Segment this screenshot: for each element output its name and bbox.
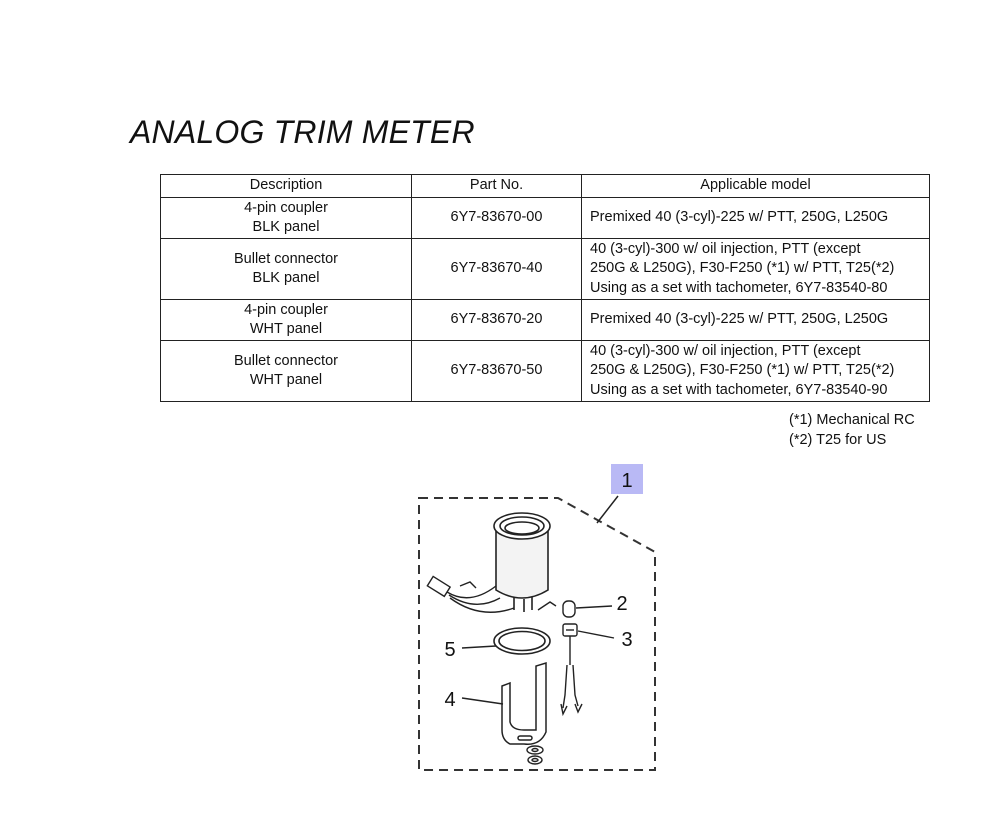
cell-applicable-model	[582, 341, 930, 402]
model-line: 250G & L250G), F30-F250 (*1) w/ PTT, T25(*2)	[590, 260, 895, 277]
model-line: Using as a set with tachometer, 6Y7-83540-80	[590, 279, 888, 296]
cell-part-no: 6Y7-83670-50	[412, 341, 582, 402]
bracket-icon	[502, 663, 546, 744]
description-line: WHT panel	[249, 372, 323, 388]
page-title: ANALOG TRIM METER	[130, 114, 475, 150]
leader-line	[578, 631, 614, 638]
description-line: 4-pin coupler	[244, 199, 328, 216]
model-line: Premixed 40 (3-cyl)-225 w/ PTT, 250G, L250G	[590, 209, 889, 226]
leader-line	[462, 646, 496, 648]
cell-applicable-model	[582, 239, 930, 300]
cell-part-no: 6Y7-83670-20	[412, 300, 582, 341]
footnote: (*2) T25 for US	[789, 432, 887, 448]
description-line: WHT panel	[249, 321, 323, 337]
description-line: BLK panel	[252, 219, 320, 235]
table-row	[161, 198, 930, 239]
callout-2: 2	[616, 593, 628, 615]
cell-applicable-model	[582, 300, 930, 341]
header-part-no: Part No.	[412, 175, 582, 198]
callout-1: 1	[621, 470, 633, 492]
exploded-parts-diagram	[400, 460, 680, 780]
cell-part-no: 6Y7-83670-40	[412, 239, 582, 300]
nut-icon	[527, 746, 543, 764]
header-description: Description	[161, 175, 412, 198]
gauge-icon	[494, 513, 550, 612]
header-applicable-model: Applicable model	[582, 175, 930, 198]
model-line: Premixed 40 (3-cyl)-225 w/ PTT, 250G, L250G	[590, 311, 889, 328]
callout-4: 4	[444, 689, 456, 711]
cell-part-no: 6Y7-83670-00	[412, 198, 582, 239]
cell-description	[161, 341, 412, 402]
model-line: 250G & L250G), F30-F250 (*1) w/ PTT, T25(*2)	[590, 362, 895, 379]
leader-line	[597, 496, 618, 523]
callout-5: 5	[444, 639, 456, 661]
terminal-icon	[538, 602, 556, 610]
description-line: Bullet connector	[234, 250, 338, 267]
bullet-icon	[563, 601, 575, 617]
description-line: 4-pin coupler	[244, 301, 328, 318]
table-row	[161, 239, 930, 300]
cell-description	[161, 239, 412, 300]
model-line: 40 (3-cyl)-300 w/ oil injection, PTT (except	[590, 342, 861, 359]
table-row	[161, 341, 930, 402]
cell-description	[161, 198, 412, 239]
description-line: Bullet connector	[234, 352, 338, 369]
table-row	[161, 300, 930, 341]
seal-ring-icon	[494, 628, 550, 654]
model-line: 40 (3-cyl)-300 w/ oil injection, PTT (except	[590, 240, 861, 257]
table-header-row	[161, 175, 930, 198]
cell-description	[161, 300, 412, 341]
description-line: BLK panel	[252, 270, 320, 286]
leader-line	[576, 606, 612, 608]
model-line: Using as a set with tachometer, 6Y7-83540-90	[590, 381, 888, 398]
connector-icon	[561, 624, 582, 714]
leader-line	[462, 698, 503, 704]
footnotes	[789, 410, 915, 450]
callout-3: 3	[621, 629, 633, 651]
footnote: (*1) Mechanical RC	[789, 412, 915, 428]
cell-applicable-model	[582, 198, 930, 239]
parts-table	[160, 174, 930, 402]
